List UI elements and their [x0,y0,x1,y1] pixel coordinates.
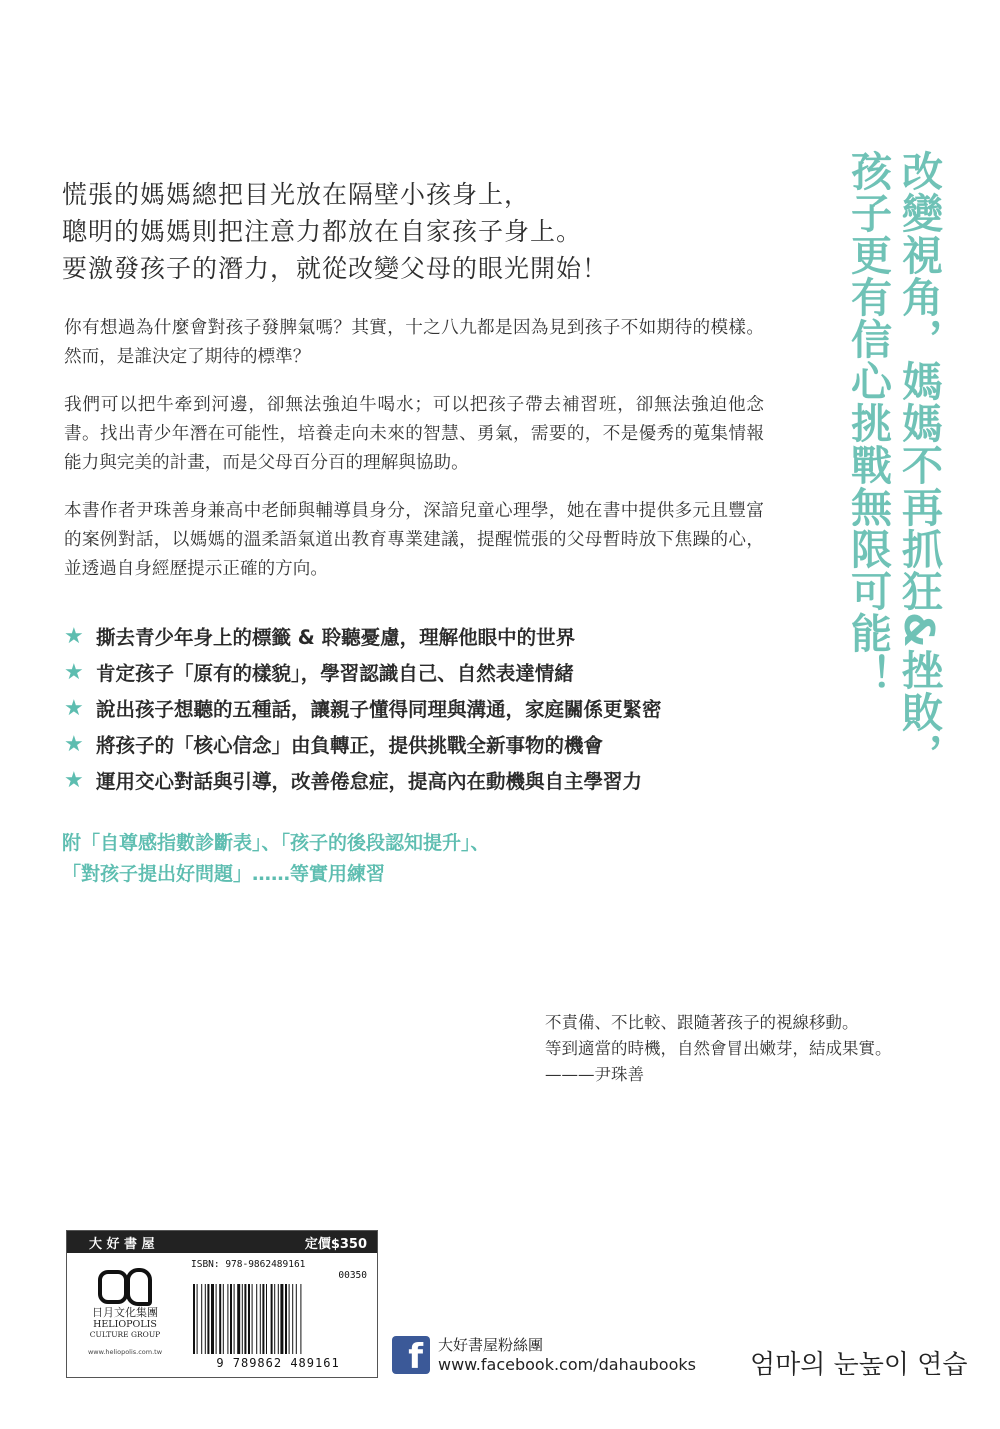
feature-item [64,726,784,762]
star-icon: ★ [64,623,84,649]
korean-title: 엄마의 눈높이 연습 [750,1350,968,1380]
paragraph: 你有想過為什麼會對孩子發脾氣嗎？其實，十之八九都是因為見到孩子不如期待的模樣。然而，是誰決定了期待的標準？ [64,318,764,367]
feature-item [64,654,784,690]
price-code: 00350 [338,1270,367,1281]
feature-item [64,618,784,654]
imprint-name: 大 好 書 屋 [89,1236,155,1252]
barcode-header [67,1231,377,1253]
feature-item [64,690,784,726]
appendix-line: 「對孩子提出好問題」……等實用練習 [62,863,386,885]
lead-line: 要激發孩子的潛力，就從改變父母的眼光開始！ [62,254,609,283]
appendix-note [62,828,762,890]
feature-text: 肯定孩子「原有的樣貌」，學習認識自己、自然表達情緒 [96,662,574,685]
facebook-page-name: 大好書屋粉絲團 [438,1336,544,1354]
feature-list [64,618,784,798]
publisher-name: 日月文化集團 [92,1306,158,1319]
paragraph: 我們可以把牛牽到河邊，卻無法強迫牛喝水；可以把孩子帶去補習班，卻無法強迫他念書。找出青少年潛在可能性，培養走向未來的智慧、勇氣，需要的，不是優秀的蒐集情報能力與完美的計畫，而是父母百分百的理解與協助。 [64,395,764,473]
facebook-link[interactable] [392,1336,696,1377]
lead-line: 聰明的媽媽則把注意力都放在自家孩子身上。 [62,217,583,246]
isbn-label: ISBN: 978-9862489161 [191,1259,306,1270]
star-icon: ★ [64,731,84,757]
quote-line: 等到適當的時機，自然會冒出嫩芽，結成果實。 [545,1039,892,1058]
description [64,314,764,603]
publisher-name-en: HELIOPOLIS [93,1319,157,1330]
feature-text: 將孩子的「核心信念」由負轉正，提供挑戰全新事物的機會 [96,734,604,757]
star-icon: ★ [64,767,84,793]
lead-text [62,176,782,287]
barcode-bars-icon [191,1284,367,1354]
publisher-block [67,1254,183,1376]
barcode-panel [66,1230,378,1378]
feature-text: 說出孩子想聽的五種話，讓親子懂得同理與溝通，家庭關係更緊密 [96,698,662,721]
publisher-logo-icon [98,1268,152,1300]
feature-text: 撕去青少年身上的標籤 & 聆聽憂慮，理解他眼中的世界 [96,626,576,649]
quote-line: 不責備、不比較、跟隨著孩子的視線移動。 [545,1013,859,1032]
barcode-block [185,1254,371,1376]
facebook-url[interactable]: www.facebook.com/dahaubooks [438,1355,696,1374]
lead-line: 慌張的媽媽總把目光放在隔壁小孩身上， [62,180,531,209]
feature-text: 運用交心對話與引導，改善倦怠症，提高內在動機與自主學習力 [96,770,643,793]
quote-author: ———尹珠善 [545,1065,644,1084]
facebook-icon: f [392,1336,430,1374]
star-icon: ★ [64,659,84,685]
vertical-title-line-2: 孩子更有信心挑戰無限可能！ [844,150,892,696]
feature-item [64,762,784,798]
publisher-subtitle: CULTURE GROUP [89,1330,161,1339]
publisher-url: www.heliopolis.com.tw [87,1348,163,1356]
price-label: 定價$350 [304,1236,367,1252]
author-quote [545,1010,965,1088]
star-icon: ★ [64,695,84,721]
paragraph: 本書作者尹珠善身兼高中老師與輔導員身分，深諳兒童心理學，她在書中提供多元且豐富的案例對話，以媽媽的溫柔語氣道出教育專業建議，提醒慌張的父母暫時放下焦躁的心，並透過自身經歷提示正確的方向。 [64,501,764,579]
isbn-digits: 9 789862 489161 [216,1356,340,1370]
vertical-title-line-1: 改變視角，媽媽不再抓狂&挫敗， [895,150,943,775]
appendix-line: 附「自尊感指數診斷表」、「孩子的後段認知提升」、 [62,832,490,854]
